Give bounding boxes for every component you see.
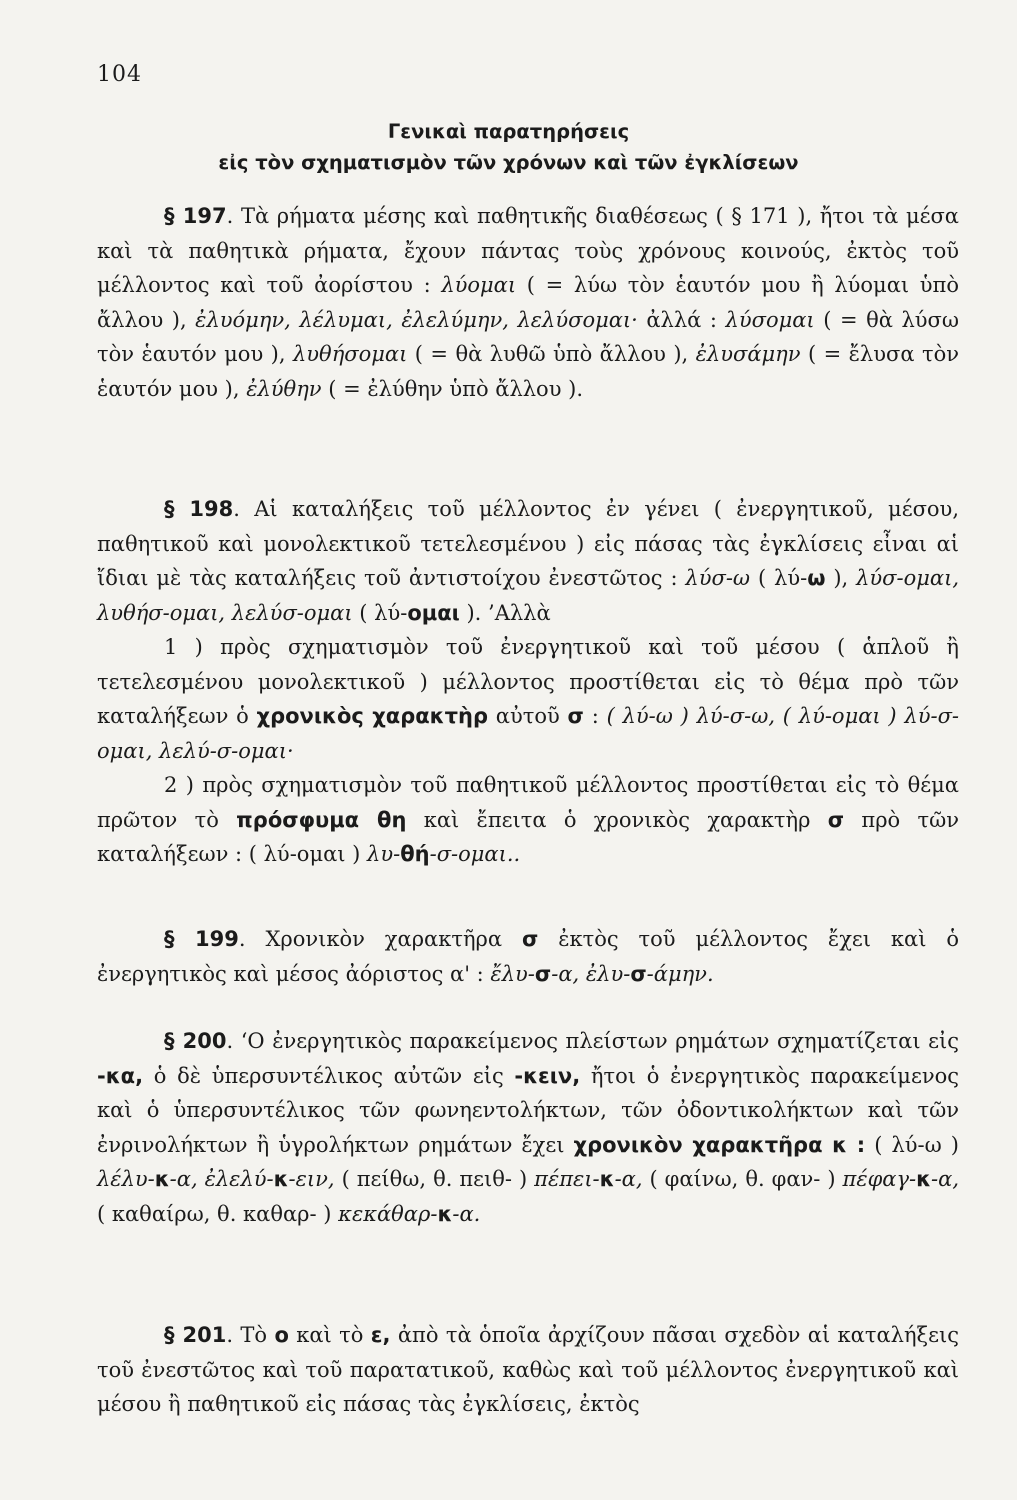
paragraph-198 xyxy=(97,492,959,872)
paragraph-200 xyxy=(97,1024,959,1231)
paragraph-201 xyxy=(97,1318,959,1422)
paragraph-198-text: § 198. Αἱ καταλήξεις τοῦ μέλλοντος ἐν γένει ( ἐνεργητικοῦ, μέσου, παθητικοῦ καὶ μονολεκτικοῦ τετελεσμένου ) εἰς πάσας τὰς ἐγκλίσεις εἶναι αἱ ἴδιαι μὲ τὰς καταλήξεις τοῦ ἀντιστοίχου ἐνεστῶτος : λύσ-ω ( λύ-ω ), λύσ-ομαι, λυθήσ-ομαι, λελύσ-ομαι ( λύ-ομαι ). ’Αλλὰ xyxy=(97,497,959,625)
page-number: 104 xyxy=(97,62,142,87)
section-number: § 199 xyxy=(164,927,239,951)
paragraph-200-text: § 200. ‘Ο ἐνεργητικὸς παρακείμενος πλείστων ρημάτων σχηματίζεται εἰς -κα, ὁ δὲ ὑπερσυντέλικος αὐτῶν εἰς -κειν, ἤτοι ὁ ἐνεργητικὸς παρακείμενος καὶ ὁ ὑπερσυντέλικος τῶν φωνηεντολήκτων, τῶν ὀδοντικολήκτων καὶ τῶν ἐνρινολήκτων ἢ ὑγρολήκτων ρημάτων ἔχει χρονικὸν χαρακτῆρα κ : ( λύ-ω ) λέλυ-κ-α, ἐλελύ-κ-ειν, ( πείθω, θ. πειθ- ) πέπει-κ-α, ( φαίνω, θ. φαν- ) πέφαγ-κ-α, ( καθαίρω, θ. καθαρ- ) κεκάθαρ-κ-α. xyxy=(97,1029,959,1226)
paragraph-199-text: § 199. Χρονικὸν χαρακτῆρα σ ἐκτὸς τοῦ μέλλοντος ἔχει καὶ ὁ ἐνεργητικὸς καὶ μέσος ἀόριστος α' : ἔλυ-σ-α, ἐλυ-σ-άμην. xyxy=(97,927,959,986)
paragraph-201-text: § 201. Τὸ ο καὶ τὸ ε, ἀπὸ τὰ ὁποῖα ἀρχίζουν πᾶσαι σχεδὸν αἱ καταλήξεις τοῦ ἐνεστῶτος καὶ τοῦ παρατατικοῦ, καθὼς καὶ τοῦ μέλλοντος ἐνεργητικοῦ καὶ μέσου ἢ παθητικοῦ εἰς πάσας τὰς ἐγκλίσεις, ἐκτὸς xyxy=(97,1323,959,1416)
section-number: § 201 xyxy=(164,1323,227,1347)
section-number: § 200 xyxy=(164,1029,227,1053)
section-number: § 197 xyxy=(164,204,227,228)
section-heading-line-2: εἰς τὸν σχηματισμὸν τῶν χρόνων καὶ τῶν ἐγκλίσεων xyxy=(218,151,799,174)
paragraph-197 xyxy=(97,199,959,406)
paragraph-198-point-1: 1 ) πρὸς σχηματισμὸν τοῦ ἐνεργητικοῦ καὶ τοῦ μέσου ( ἁπλοῦ ἢ τετελεσμένου μονολεκτικοῦ ) μέλλοντος προστίθεται εἰς τὸ θέμα πρὸ τῶν καταλήξεων ὁ χρονικὸς χαρακτὴρ αὐτοῦ σ : ( λύ-ω ) λύ-σ-ω, ( λύ-ομαι ) λύ-σ-ομαι, λελύ-σ-ομαι· xyxy=(97,635,959,763)
paragraph-199 xyxy=(97,922,959,991)
section-number: § 198 xyxy=(164,497,234,521)
paragraph-198-point-2: 2 ) πρὸς σχηματισμὸν τοῦ παθητικοῦ μέλλοντος προστίθεται εἰς τὸ θέμα πρῶτον τὸ πρόσφυμα θη καὶ ἔπειτα ὁ χρονικὸς χαρακτὴρ σ πρὸ τῶν καταλήξεων : ( λύ-ομαι ) λυ-θή-σ-ομαι.. xyxy=(97,773,959,866)
section-heading-line-1: Γενικαὶ παρατηρήσεις xyxy=(387,120,630,143)
paragraph-197-text: § 197. Τὰ ρήματα μέσης καὶ παθητικῆς διαθέσεως ( § 171 ), ἤτοι τὰ μέσα καὶ τὰ παθητικὰ ρήματα, ἔχουν πάντας τοὺς χρόνους κοινούς, ἐκτὸς τοῦ μέλλοντος καὶ τοῦ ἀορίστου : λύομαι ( = λύω τὸν ἑαυτόν μου ἢ λύομαι ὑπὸ ἄλλου ), ἐλυόμην, λέλυμαι, ἐλελύμην, λελύσομαι· ἀλλά : λύσομαι ( = θὰ λύσω τὸν ἑαυτόν μου ), λυθήσομαι ( = θὰ λυθῶ ὑπὸ ἄλλου ), ἐλυσάμην ( = ἔλυσα τὸν ἑαυτόν μου ), ἐλύθην ( = ἐλύθην ὑπὸ ἄλλου ). xyxy=(97,204,959,401)
